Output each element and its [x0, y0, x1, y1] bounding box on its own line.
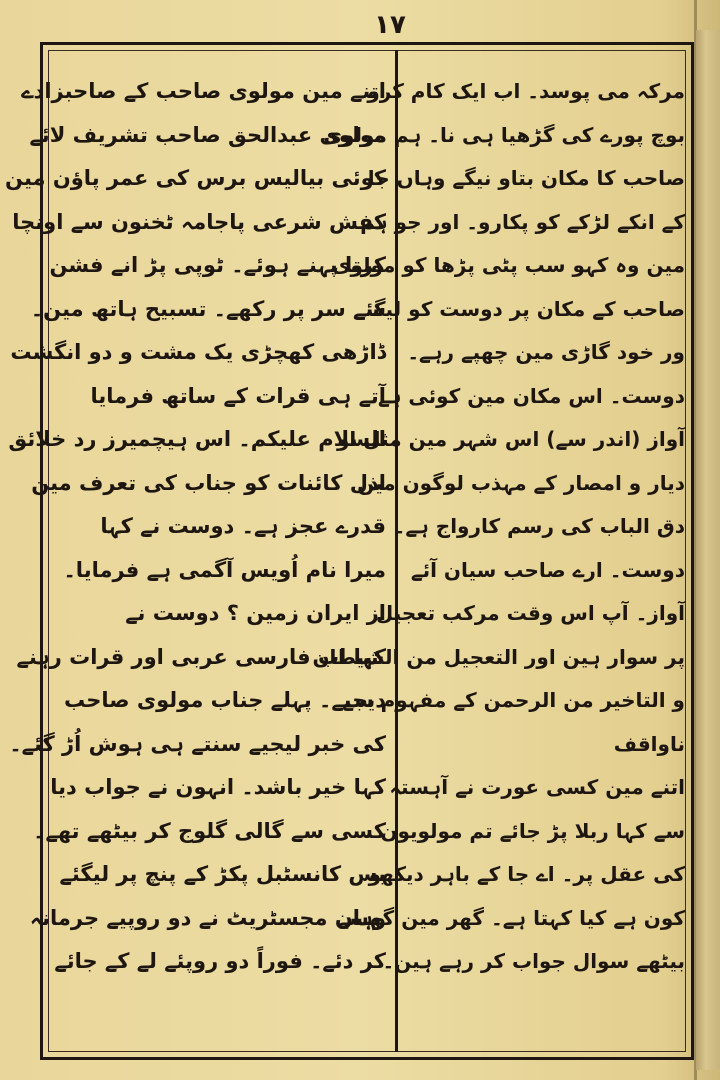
text-line: آواز۔ آپ اس وقت مرکب تعجیل [375, 601, 685, 625]
page-number: ۱۷ [374, 10, 406, 40]
text-line: کرتا پہنے ہوئے۔ ٹوپی پڑ انے فشن [49, 253, 386, 277]
text-line: آتے ہی قرات کے ساتھ فرمایا [90, 383, 386, 408]
text-line: بیٹھے سوال جواب کر رہے ہین۔ [382, 949, 685, 973]
text-line: قدرے عجز ہے۔ دوست نے کہا [100, 514, 386, 538]
text-line: کسی سے گالی گلوج کر بیٹھے تھے۔ [33, 818, 386, 843]
text-line: اتنے مین کسی عورت نے آہستہ [389, 775, 685, 799]
text-line: و التاخیر من الرحمن کے مفہوم سے [342, 688, 685, 712]
text-line: ڈاڑھی کھچڑی یک مشت و دو انگشت [10, 340, 386, 364]
text-line: بس کانسٹبل پکڑ کے پنچ پر لیگئے [59, 862, 386, 886]
text-line: کی خبر لیجیے سنتے ہی ہوش اُڑ گئے۔ [9, 731, 386, 756]
text-line: کوئی بیالیس برس کی عمر پاؤن مین [5, 166, 386, 190]
text-line: دوست۔ اس مکان مین کوئی ہے۔ [366, 383, 685, 408]
text-line: کے انکے لڑکے کو پکارو۔ اور جو ہم [360, 209, 685, 234]
text-line: سے سر پر رکھے۔ تسبیح ہاتھ مین۔ [30, 296, 386, 321]
text-line: میرا نام اُویس آگمی ہے فرمایا۔ [63, 557, 386, 582]
text-line: دق الباب کی رسم کارواج ہے۔ [393, 514, 685, 538]
text-line: کہا اب فارسی عربی اور قرات رہنے [16, 644, 386, 669]
text-line: صاحب کا مکان بتاو نیگے وہاں جا [367, 166, 685, 190]
text-line: مولوی عبدالحق صاحب تشریف لائے [29, 122, 386, 147]
text-line: ور خود گاڑی مین چھپے رہے۔ [407, 340, 685, 364]
text-line: مرکہ می پوسد۔ اب ایک کام کرو۔ [355, 79, 685, 103]
text-line: سے کہا ربلا پڑ جائے تم مولویون [380, 818, 685, 843]
text-line: پر سوار ہین اور التعجیل من الشیطان [312, 644, 685, 669]
text-line: بوچ پورے کی گڑھیا ہی نا۔ ہم مولوی [323, 122, 685, 147]
text-line: اتنے مین مولوی صاحب کے صاحبزادے [21, 79, 386, 103]
left-column-text [5, 70, 386, 984]
text-line: کفش شرعی پاجامہ ٹخنون سے اونچا [12, 209, 386, 234]
text-line: دوست۔ ارے صاحب سیان آئے [410, 557, 685, 582]
text-line: کی عقل پر۔ اے جا کے باہر دیکھو [368, 862, 685, 886]
text-line: کر دئے۔ فوراً دو روپئے لے کے جائے [54, 949, 386, 973]
text-line: وہان مجسٹریٹ نے دو روپیے جرمانہ [29, 905, 386, 930]
text-line: دیجیے۔ پہلے جناب مولوی صاحب [64, 688, 386, 712]
text-line: ناواقف [613, 731, 685, 756]
text-line: اذل کائنات کو جناب کی تعرف مین [31, 470, 386, 495]
text-line: کہا خیر باشد۔ انہون نے جواب دیا [50, 775, 386, 799]
text-line: دیار و امصار کے مہذب لوگون مین [357, 470, 685, 495]
facing-page-edge [696, 30, 720, 1070]
text-line: کون ہے کیا کہتا ہے۔ گھر مین گھسے [337, 905, 685, 930]
text-line: از ایران زمین ؟ دوست نے [125, 601, 386, 625]
text-line: آواز (اندر سے) اس شہر مین مثل او [336, 427, 685, 451]
text-line: السلام علیکم۔ اس ہیچمیرز رد خلائق [8, 427, 386, 451]
text-line: صاحب کے مکان پر دوست کو لیگئے [354, 296, 685, 321]
text-line: مین وہ کہو سب پٹی پڑھا کو مولوی [332, 253, 685, 277]
right-column-text [312, 70, 685, 984]
